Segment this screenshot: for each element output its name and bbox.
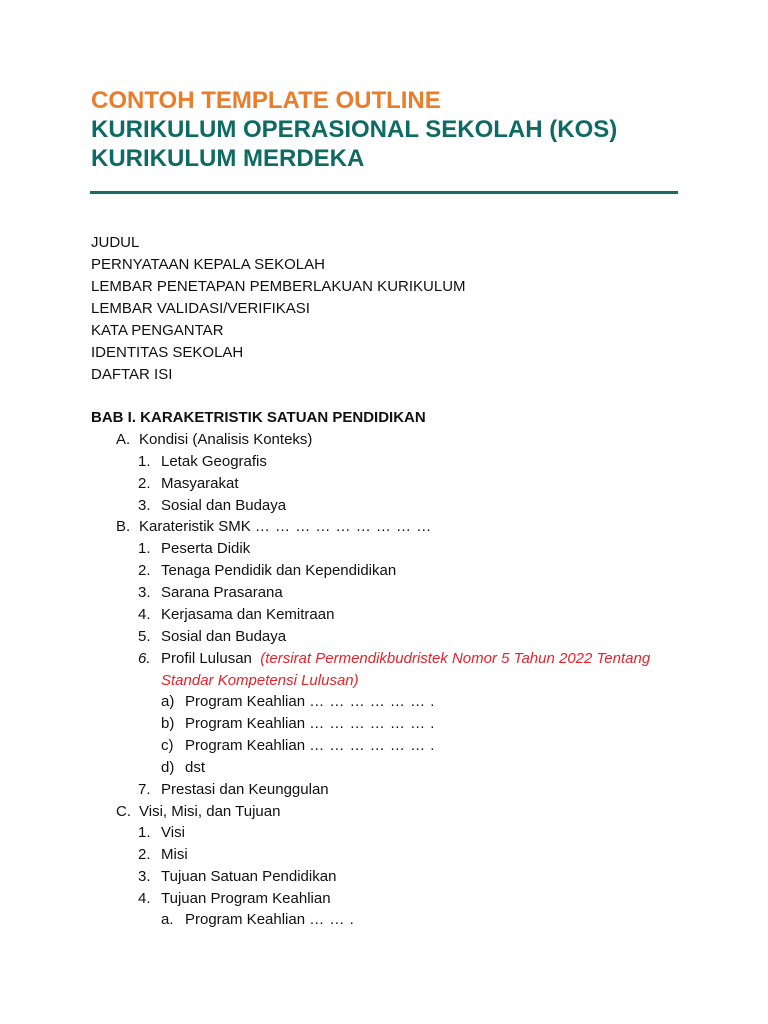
item-label: Profil Lulusan: [161, 650, 252, 667]
section-marker: A.: [116, 431, 131, 448]
item-label: Sosial dan Budaya: [161, 497, 287, 514]
item-label: Tujuan Program Keahlian: [161, 890, 331, 907]
item-marker: 1.: [138, 824, 151, 841]
item-marker: 4.: [138, 606, 151, 623]
list-item-profil-lulusan: [138, 648, 650, 670]
item-marker: 1.: [138, 453, 151, 470]
item-marker: 5.: [138, 628, 151, 645]
front-matter-item: LEMBAR PENETAPAN PEMBERLAKUAN KURIKULUM: [91, 278, 466, 295]
list-item: [138, 582, 283, 604]
item-label: Letak Geografis: [161, 453, 267, 470]
item-label: Sosial dan Budaya: [161, 628, 287, 645]
title-line-2: KURIKULUM OPERASIONAL SEKOLAH (KOS): [91, 116, 618, 143]
sub-list-item: [161, 713, 435, 735]
item-marker: 4.: [138, 890, 151, 907]
fill-dots: … … … … … … .: [309, 737, 435, 754]
title-divider: [90, 191, 678, 194]
list-item: [138, 495, 286, 517]
list-item: [138, 473, 239, 495]
title-line-3: KURIKULUM MERDEKA: [91, 145, 365, 172]
item-marker: 2.: [138, 846, 151, 863]
section-label: Karateristik SMK: [139, 518, 251, 535]
section-b: [116, 516, 432, 538]
sub-item-marker: d): [161, 759, 175, 776]
sub-item-marker: a.: [161, 911, 174, 928]
list-item: [138, 451, 267, 473]
sub-list-item: [161, 909, 354, 931]
list-item: [138, 844, 188, 866]
fill-dots: … … … … … … .: [309, 693, 435, 710]
item-label: Masyarakat: [161, 475, 239, 492]
sub-item-label: Program Keahlian: [185, 737, 306, 754]
list-item: [138, 626, 286, 648]
list-item: [138, 866, 336, 888]
sub-list-item: [161, 757, 205, 779]
item-label: Peserta Didik: [161, 540, 251, 557]
sub-item-label: dst: [185, 759, 206, 776]
list-item: [138, 888, 331, 910]
item-marker: 2.: [138, 475, 151, 492]
fill-dots: … … .: [309, 911, 355, 928]
front-matter-item: PERNYATAAN KEPALA SEKOLAH: [91, 256, 325, 273]
sub-item-marker: c): [161, 737, 174, 754]
list-item: [138, 779, 329, 801]
item-label: Tenaga Pendidik dan Kependidikan: [161, 562, 397, 579]
front-matter-item: DAFTAR ISI: [91, 366, 173, 383]
item-label: Kerjasama dan Kemitraan: [161, 606, 335, 623]
item-label: Visi: [161, 824, 185, 841]
title-line-1: CONTOH TEMPLATE OUTLINE: [91, 87, 441, 114]
item-marker: 3.: [138, 584, 151, 601]
document-title: [91, 86, 617, 173]
regulation-note-continued: Standar Kompetensi Lulusan): [161, 672, 359, 689]
sub-item-label: Program Keahlian: [185, 911, 306, 928]
sub-item-label: Program Keahlian: [185, 715, 306, 732]
list-item: [138, 538, 250, 560]
section-c: [116, 801, 280, 823]
item-label: Prestasi dan Keunggulan: [161, 781, 329, 798]
list-item: [138, 822, 185, 844]
item-label: Misi: [161, 846, 188, 863]
chapter-heading: BAB I. KARAKETRISTIK SATUAN PENDIDIKAN: [91, 409, 426, 426]
section-marker: B.: [116, 518, 131, 535]
section-marker: C.: [116, 803, 131, 820]
section-label: Kondisi (Analisis Konteks): [139, 431, 313, 448]
section-label: Visi, Misi, dan Tujuan: [139, 803, 281, 820]
fill-dots: … … … … … … … … …: [254, 518, 432, 535]
item-marker: 3.: [138, 868, 151, 885]
list-item: [138, 560, 396, 582]
item-marker: 6.: [138, 650, 151, 667]
sub-item-label: Program Keahlian: [185, 693, 306, 710]
sub-list-item: [161, 691, 435, 713]
item-marker: 1.: [138, 540, 151, 557]
fill-dots: … … … … … … .: [309, 715, 435, 732]
item-marker: 2.: [138, 562, 151, 579]
regulation-note: (tersirat Permendikbudristek Nomor 5 Tahun 2022 Tentang: [260, 650, 651, 667]
front-matter-item: IDENTITAS SEKOLAH: [91, 344, 244, 361]
front-matter-item: JUDUL: [91, 234, 140, 251]
item-label: Sarana Prasarana: [161, 584, 283, 601]
sub-item-marker: a): [161, 693, 175, 710]
section-a: [116, 429, 312, 451]
sub-item-marker: b): [161, 715, 175, 732]
item-marker: 3.: [138, 497, 151, 514]
front-matter-item: LEMBAR VALIDASI/VERIFIKASI: [91, 300, 310, 317]
front-matter-list: [91, 232, 466, 386]
item-label: Tujuan Satuan Pendidikan: [161, 868, 337, 885]
front-matter-item: KATA PENGANTAR: [91, 322, 224, 339]
sub-list-item: [161, 735, 435, 757]
item-marker: 7.: [138, 781, 151, 798]
list-item: [138, 604, 334, 626]
